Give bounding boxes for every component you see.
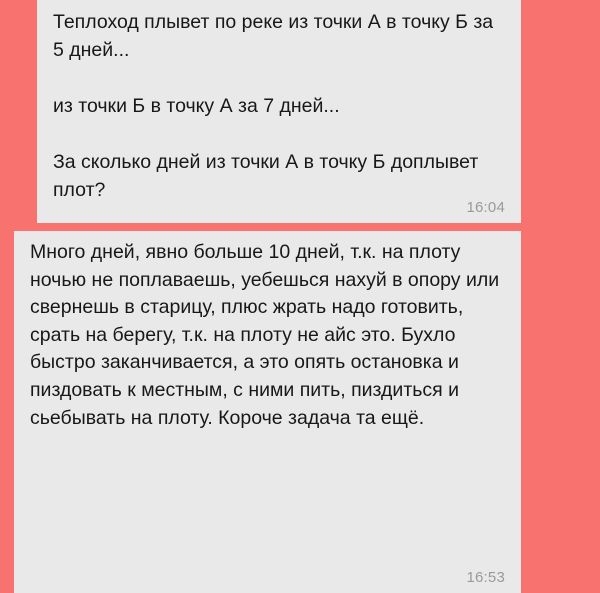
message-timestamp: 16:04 bbox=[466, 199, 505, 216]
message-timestamp: 16:53 bbox=[466, 569, 505, 586]
paragraph-spacer bbox=[53, 120, 507, 148]
message-paragraph: За сколько дней из точки А в точку Б доплывет плот? bbox=[53, 151, 484, 201]
message-bubble-question[interactable] bbox=[37, 0, 521, 223]
message-paragraph: из точки Б в точку А за 7 дней... bbox=[53, 95, 340, 117]
message-bubble-answer[interactable] bbox=[14, 231, 521, 593]
message-paragraph: Теплоход плывет по реке из точки А в точку Б за 5 дней... bbox=[53, 11, 499, 61]
paragraph-spacer bbox=[53, 64, 507, 92]
message-paragraph: Много дней, явно больше 10 дней, т.к. на плоту ночью не поплаваешь, уебешься нахуй в опору или свернешь в старицу, плюс жрать надо готовить, срать на берегу, т.к. на плоту не айс это. Бухло быстро заканчивается, а это опять остановка и пиздовать к местным, с ними пить, пиздиться и сьебывать на плоту. Короче задача та ещё. bbox=[30, 241, 505, 429]
